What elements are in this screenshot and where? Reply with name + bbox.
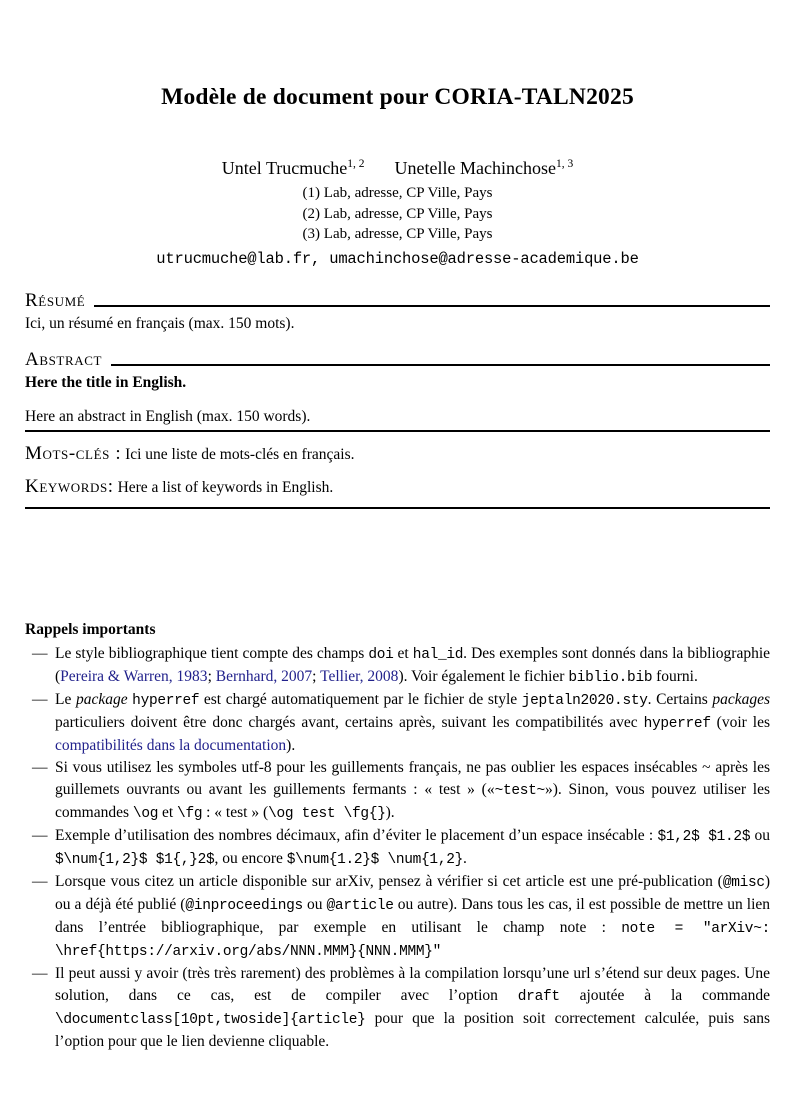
abstract-label: Abstract [25,348,103,370]
text-run: ) ou a déjà été publié ( [55,872,770,913]
keywords-label: Keywords: [25,475,114,497]
code-text: hyperref [643,715,711,732]
code-text: \fg [177,805,203,822]
code-text: $1,2$ $1.2$ [657,828,751,845]
code-text: \og test \fg{} [268,805,386,822]
author-1-name: Untel Trucmuche [221,158,348,178]
hyperlink-text[interactable]: Pereira & Warren, 1983 [60,667,208,685]
list-item-text [55,827,770,867]
code-text: note = "arXiv~: \href{https://arxiv.org/abs/NNN.MMM}{NNN.MMM}" [55,920,770,960]
text-run: ). Voir également le fichier [398,667,569,685]
text-run: (voir les [710,713,770,731]
rappels-list [25,643,770,1053]
motscles-label: Mots-clés : [25,442,122,464]
page-title: Modèle de document pour CORIA-TALN2025 [161,84,634,110]
dash-marker: — [32,758,48,776]
list-item-text [55,759,770,821]
dash-marker: — [32,872,48,890]
list-item-url-compilation [25,963,770,1053]
resume-rule [94,290,770,307]
text-run: ou [750,826,770,844]
text-run: Le style bibliographique tient compte des champs [55,644,369,662]
text-run: Si vous utilisez les symboles utf-8 pour les guillements français, ne pas oublier les espaces insécables ~ après les guillemets ouvrants ou avant les guillements fermants : « test » (« [55,758,770,798]
text-run: . [463,849,467,867]
list-item-hyperref-package [25,689,770,757]
english-title: Here the title in English. [25,373,187,391]
text-run: ). [385,803,395,821]
resume-text: Ici, un résumé en français (max. 150 mots). [25,314,295,332]
code-text: hyperref [132,692,200,709]
text-run: Il peut aussi y avoir (très très rarement) des problèmes à la compilation lorsqu’une url s’étend sur deux pages. Une solution, dans ce cas, est de compiler avec l’option [55,964,770,1004]
motscles-text: Ici une liste de mots-clés en français. [125,445,355,463]
affiliation-1: (1) Lab, adresse, CP Ville, Pays [302,185,493,201]
dash-marker: — [32,964,48,982]
text-run: ou [302,895,327,913]
text-run: ajoutée à la commande [559,986,770,1004]
vertical-spacer [25,509,770,621]
keywords-block [25,443,770,509]
text-run: : « test » ( [202,803,269,821]
list-item-text [55,645,770,685]
text-run: packages [712,690,770,708]
text-run: Le [55,690,76,708]
code-text: @inproceedings [185,897,303,914]
text-run: package [75,690,128,708]
code-text: $\num{1.2}$ \num{1,2} [286,851,463,868]
code-text: jeptaln2020.sty [521,692,648,709]
text-run: Exemple d’utilisation des nombres décimaux, afin d’éviter le placement d’un espace insécable : [55,826,658,844]
text-run: , ou encore [214,849,287,867]
keywords-text: Here a list of keywords in English. [117,478,334,496]
text-run: . Certains [647,690,713,708]
text-run: fourni. [652,667,698,685]
code-text: draft [517,988,560,1005]
code-text: @misc [722,874,765,891]
abstract-rule [111,349,770,366]
code-text: @article [326,897,394,914]
code-text: \documentclass[10pt,twoside]{article} [55,1011,366,1028]
dash-marker: — [32,690,48,708]
section-heading-rappels: Rappels importants [25,620,156,638]
resume-section-header [25,290,770,312]
text-run: Lorsque vous citez un article disponible sur arXiv, pensez à vérifier si cet article est une pré-publication ( [55,872,723,890]
list-item-text [55,691,770,754]
code-text: biblio.bib [568,669,653,686]
author-2-name: Unetelle Machinchose [394,158,556,178]
text-run: »). Sinon, vous pouvez utiliser les commandes [55,780,770,821]
code-text: \og [132,805,159,822]
list-item-guillemets [25,757,770,825]
text-run: pour que la position soit correctement calculée, puis sans l’option pour que le lien devienne cliquable. [55,1009,770,1050]
author-1-affiliation-marks: 1, 2 [347,158,365,170]
text-run: et [393,644,413,662]
text-run: est chargé automatiquement par le fichier de style [199,690,522,708]
code-text: $\num{1,2}$ $1{,}2$ [55,851,215,868]
affiliation-3: (3) Lab, adresse, CP Ville, Pays [302,226,493,242]
text-run: ; [312,667,321,685]
text-run: et [158,803,178,821]
list-item-bibliography-style [25,643,770,689]
dash-marker: — [32,644,48,662]
author-1 [222,157,365,179]
list-item-text [55,873,770,959]
list-item-text [55,965,770,1050]
abstract-section-header [25,349,770,371]
author-emails: utrucmuche@lab.fr, umachinchose@adresse-academique.be [156,249,639,268]
code-text: ~test~ [494,782,545,799]
keywords-row [25,476,770,498]
motscles-row [25,443,770,465]
text-run: ou autre). Dans tous les cas, il est possible de mettre un lien dans l’entrée bibliographique, par exemple en utilisant le champ note : [55,895,771,936]
author-2 [395,157,574,179]
text-run: particuliers doivent être donc chargés avant, certains après, suivant les compatibilités avec [55,713,644,731]
text-run: . Des exemples sont donnés dans la bibliographie ( [55,644,771,685]
list-item-decimal-numbers [25,825,770,871]
code-text: hal_id [412,646,464,663]
hyperlink-text[interactable]: compatibilités dans la documentation [55,736,287,754]
text-run: ). [286,736,296,754]
list-item-arxiv-citation [25,871,770,963]
authors-row [25,157,770,179]
author-2-affiliation-marks: 1, 3 [555,158,574,170]
code-text: doi [368,646,394,663]
abstract-text: Here an abstract in English (max. 150 words). [25,406,770,432]
text-run: ; [207,667,216,685]
resume-label: Résumé [25,289,86,311]
hyperlink-text[interactable]: Tellier, 2008 [320,667,399,685]
dash-marker: — [32,826,48,844]
hyperlink-text[interactable]: Bernhard, 2007 [215,667,313,685]
affiliation-2: (2) Lab, adresse, CP Ville, Pays [302,205,493,222]
